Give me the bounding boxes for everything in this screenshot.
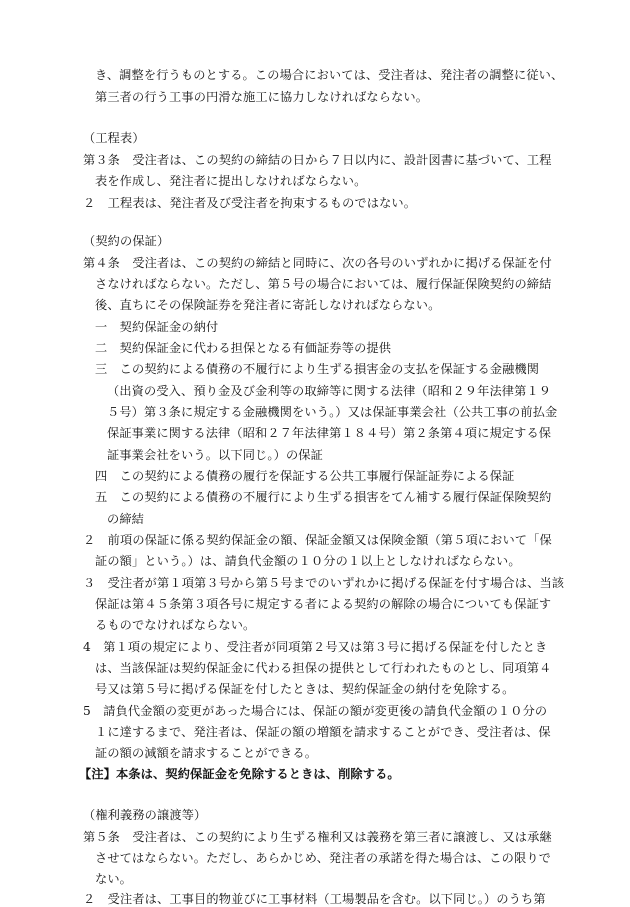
paragraph-line: ２ 前項の保証に係る契約保証金の額、保証金額又は保険金額（第５項において「保 bbox=[83, 533, 552, 547]
text-line: 保証は第４５条第３項各号に規定する者による契約の解除の場合についても保証す bbox=[95, 597, 552, 611]
paragraph-line: ２ 工程表は、発注者及び受注者を拘束するものではない。 bbox=[83, 196, 417, 210]
item-line: 四 この契約による債務の履行を保証する公共工事履行保証証券による保証 bbox=[95, 469, 515, 483]
paragraph-line: 4 第１項の規定により、受注者が同項第２号又は第３号に掲げる保証を付したとき bbox=[83, 640, 548, 654]
section-heading: （工程表） bbox=[83, 131, 145, 145]
note-line: 【注】本条は、契約保証金を免除するときは、削除する。 bbox=[79, 767, 400, 781]
text-line: 証の額」という。）は、請負代金額の１０分の１以上としなければならない。 bbox=[95, 554, 521, 568]
text-line: （出資の受入、預り金及び金利等の取締等に関する法律（昭和２９年法律第１９ bbox=[107, 384, 552, 398]
article-line: 第５条 受注者は、この契約により生ずる権利又は義務を第三者に譲渡し、又は承継 bbox=[83, 830, 552, 844]
text-line: き、調整を行うものとする。この場合においては、受注者は、発注者の調整に従い、 bbox=[95, 68, 564, 82]
section-heading: （契約の保証） bbox=[83, 234, 170, 248]
text-line: 後、直ちにその保険証券を発注者に寄託しなければならない。 bbox=[95, 298, 441, 312]
text-line: さなければならない。ただし、第５号の場合においては、履行保証保険契約の締結 bbox=[95, 277, 552, 291]
text-line: 証事業会社をいう。以下同じ。）の保証 bbox=[107, 448, 323, 462]
text-line: ない。 bbox=[95, 872, 133, 886]
text-line: 保証事業に関する法律（昭和２７年法律第１８４号）第２条第４項に規定する保 bbox=[107, 426, 552, 440]
text-line: の締結 bbox=[107, 512, 145, 526]
item-line: 一 契約保証金の納付 bbox=[95, 320, 219, 334]
article-line: 第４条 受注者は、この契約の締結と同時に、次の各号のいずれかに掲げる保証を付 bbox=[83, 256, 552, 270]
item-line: 二 契約保証金に代わる担保となる有価証券等の提供 bbox=[95, 341, 392, 355]
text-line: 第三者の行う工事の円滑な施工に協力しなければならない。 bbox=[95, 90, 429, 104]
text-line: は、当該保証は契約保証金に代わる担保の提供として行われたものとし、同項第４ bbox=[95, 661, 552, 675]
text-line: 号又は第５号に掲げる保証を付したときは、契約保証金の納付を免除する。 bbox=[95, 682, 515, 696]
text-line: 証の額の減額を請求することができる。 bbox=[95, 746, 318, 760]
text-line: 表を作成し、発注者に提出しなければならない。 bbox=[95, 174, 367, 188]
text-line: るものでなければならない。 bbox=[95, 618, 256, 632]
text-line: させてはならない。ただし、あらかじめ、発注者の承諾を得た場合は、この限りで bbox=[95, 851, 551, 865]
paragraph-line: ２ 受注者は、工事目的物並びに工事材料（工場製品を含む。以下同じ。）のうち第 bbox=[83, 892, 546, 906]
text-line: １に達するまで、発注者は、保証の額の増額を請求することができ、受注者は、保 bbox=[95, 725, 551, 739]
paragraph-line: ３ 受注者が第１項第３号から第５号までのいずれかに掲げる保証を付す場合は、当該 bbox=[83, 576, 565, 590]
item-line: 三 この契約による債務の不履行により生ずる損害金の支払を保証する金融機関 bbox=[95, 362, 540, 376]
paragraph-line: 5 請負代金額の変更があった場合には、保証の額が変更後の請負代金額の１０分の bbox=[83, 704, 548, 718]
item-line: 五 この契約による債務の不履行により生ずる損害をてん補する履行保証保険契約 bbox=[95, 490, 552, 504]
article-line: 第３条 受注者は、この契約の締結の日から７日以内に、設計図書に基づいて、工程 bbox=[83, 153, 552, 167]
section-heading: （権利義務の譲渡等） bbox=[83, 808, 207, 822]
text-line: ５号）第３条に規定する金融機関をいう。）又は保証事業会社（公共工事の前払金 bbox=[107, 405, 558, 419]
